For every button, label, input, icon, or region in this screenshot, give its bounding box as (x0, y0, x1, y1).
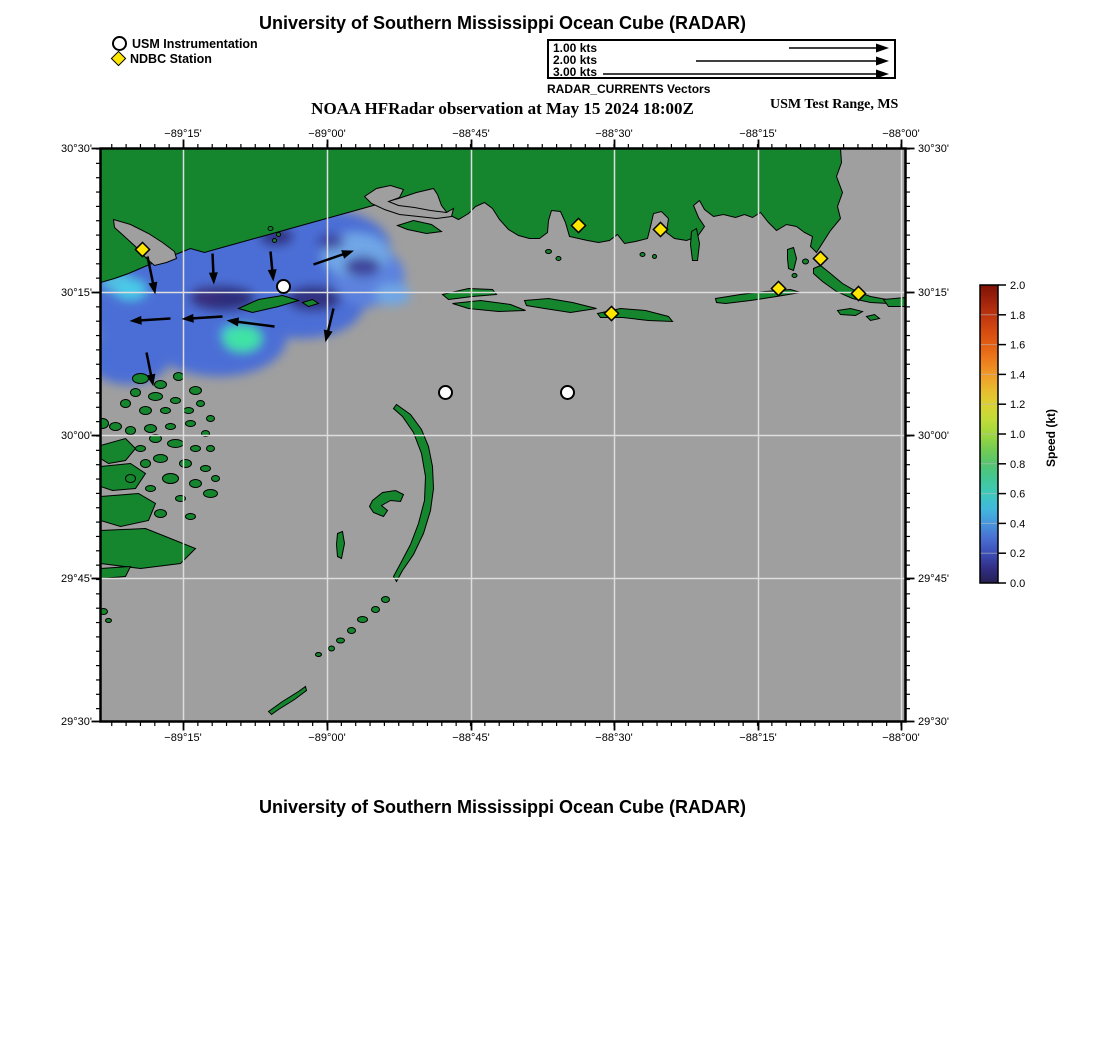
speed-patch (317, 234, 345, 250)
vector-caption: RADAR_CURRENTS Vectors (547, 82, 711, 96)
range-label: USM Test Range, MS (770, 97, 899, 112)
marsh (197, 401, 205, 407)
colorbar-tick-label: 1.4 (1010, 369, 1026, 382)
legend-label-ndbc: NDBC Station (130, 51, 212, 66)
y-tick-label-right: 29°45' (918, 573, 949, 585)
speed-patch (191, 287, 219, 305)
marsh (207, 416, 215, 422)
colorbar-tick-label: 0.6 (1010, 488, 1026, 501)
marsh (171, 398, 181, 404)
marsh (180, 460, 192, 468)
y-tick-label-left: 29°45' (61, 573, 92, 585)
x-tick-label-bottom: −88°45' (452, 732, 490, 744)
colorbar-tick-label: 0.2 (1010, 548, 1026, 561)
islet (329, 646, 335, 651)
marsh (168, 440, 184, 448)
marsh (166, 424, 176, 430)
colorbar (965, 270, 1100, 605)
y-tick-label-right: 30°30' (918, 143, 949, 155)
marsh (133, 374, 149, 384)
usm-instrumentation-marker[interactable] (561, 386, 574, 399)
observation-subtitle: NOAA HFRadar observation at May 15 2024 18:00Z (311, 99, 694, 118)
marsh (154, 455, 168, 463)
marsh (201, 466, 211, 472)
y-tick-label-right: 30°00' (918, 430, 949, 442)
colorbar-tick-label: 1.2 (1010, 399, 1026, 412)
page-title: University of Southern Mississippi Ocean Cube (RADAR) (258, 13, 747, 33)
x-tick-label-top: −88°45' (452, 128, 490, 140)
islet (382, 597, 390, 603)
marsh (110, 423, 122, 431)
colorbar-tick-label: 0.0 (1010, 578, 1026, 590)
islet (792, 274, 797, 278)
speed-patch (345, 257, 381, 277)
x-tick-label-top: −88°15' (739, 128, 777, 140)
islet (273, 239, 277, 243)
marsh (191, 446, 201, 452)
usm-instrumentation-marker[interactable] (439, 386, 452, 399)
islet (372, 607, 380, 613)
x-tick-label-top: −89°00' (308, 128, 346, 140)
speed-patch (87, 329, 171, 385)
x-tick-label-bottom: −89°00' (308, 732, 346, 744)
vector-scale-3kt: 3.00 kts (553, 65, 598, 79)
colorbar-tick-label: 2.0 (1010, 280, 1026, 292)
islet (653, 255, 657, 259)
marsh (106, 619, 112, 623)
islet (803, 259, 809, 264)
marsh (141, 460, 151, 468)
marsh (204, 490, 218, 498)
speed-patch (115, 280, 147, 300)
islet (358, 617, 368, 623)
colorbar-tick-label: 0.8 (1010, 458, 1026, 471)
islet (640, 253, 645, 257)
marsh (126, 475, 136, 483)
colorbar-tick-label: 0.4 (1010, 518, 1026, 531)
x-tick-label-bottom: −88°30' (595, 732, 633, 744)
x-tick-label-top: −88°30' (595, 128, 633, 140)
marsh (174, 373, 184, 381)
marsh (163, 474, 179, 484)
islet (348, 628, 356, 634)
colorbar-tick-label: 1.0 (1010, 429, 1026, 441)
marsh (136, 446, 146, 452)
vector-shaft (213, 254, 214, 276)
y-tick-label-right: 30°15' (918, 287, 949, 299)
x-tick-label-bottom: −88°15' (739, 732, 777, 744)
marsh (161, 408, 171, 414)
marsh (126, 427, 136, 435)
marsh (186, 421, 196, 427)
marsh (190, 480, 202, 488)
speed-patch (224, 326, 262, 352)
islet (277, 233, 281, 237)
x-tick-label-top: −89°15' (164, 128, 202, 140)
speed-patch (375, 284, 411, 306)
speed-patch (287, 286, 341, 312)
x-tick-label-top: −88°00' (882, 128, 920, 140)
marsh (140, 407, 152, 415)
marsh (207, 446, 215, 452)
islet (546, 250, 552, 254)
islet (268, 227, 273, 231)
y-tick-label-left: 29°30' (61, 716, 92, 728)
marsh (186, 514, 196, 520)
marsh (145, 425, 157, 433)
colorbar-tick-label: 1.6 (1010, 339, 1026, 352)
footer-title: University of Southern Mississippi Ocean Cube (RADAR) (258, 797, 747, 817)
marsh (121, 400, 131, 408)
x-tick-label-bottom: −89°15' (164, 732, 202, 744)
vector-scale-1kt: 1.00 kts (553, 41, 598, 55)
marsh (155, 381, 167, 389)
vector-scale-2kt: 2.00 kts (553, 53, 598, 67)
y-tick-label-left: 30°00' (61, 430, 92, 442)
y-tick-label-left: 30°30' (61, 143, 92, 155)
islet (337, 638, 345, 643)
marsh (149, 393, 163, 401)
y-tick-label-left: 30°15' (61, 287, 92, 299)
usm-instrumentation-marker[interactable] (277, 280, 290, 293)
legend-label-usm: USM Instrumentation (132, 36, 258, 51)
marsh (131, 389, 141, 397)
marsh (146, 486, 156, 492)
marsh (190, 387, 202, 395)
marsh (97, 419, 109, 429)
marsh (155, 510, 167, 518)
islet (556, 257, 561, 261)
islet (316, 653, 322, 657)
colorbar-title: Speed (kt) (1044, 408, 1058, 468)
marsh (184, 408, 194, 414)
x-tick-label-bottom: −88°00' (882, 732, 920, 744)
y-tick-label-right: 29°30' (918, 716, 949, 728)
colorbar-tick-label: 1.8 (1010, 309, 1026, 322)
marsh (212, 476, 220, 482)
